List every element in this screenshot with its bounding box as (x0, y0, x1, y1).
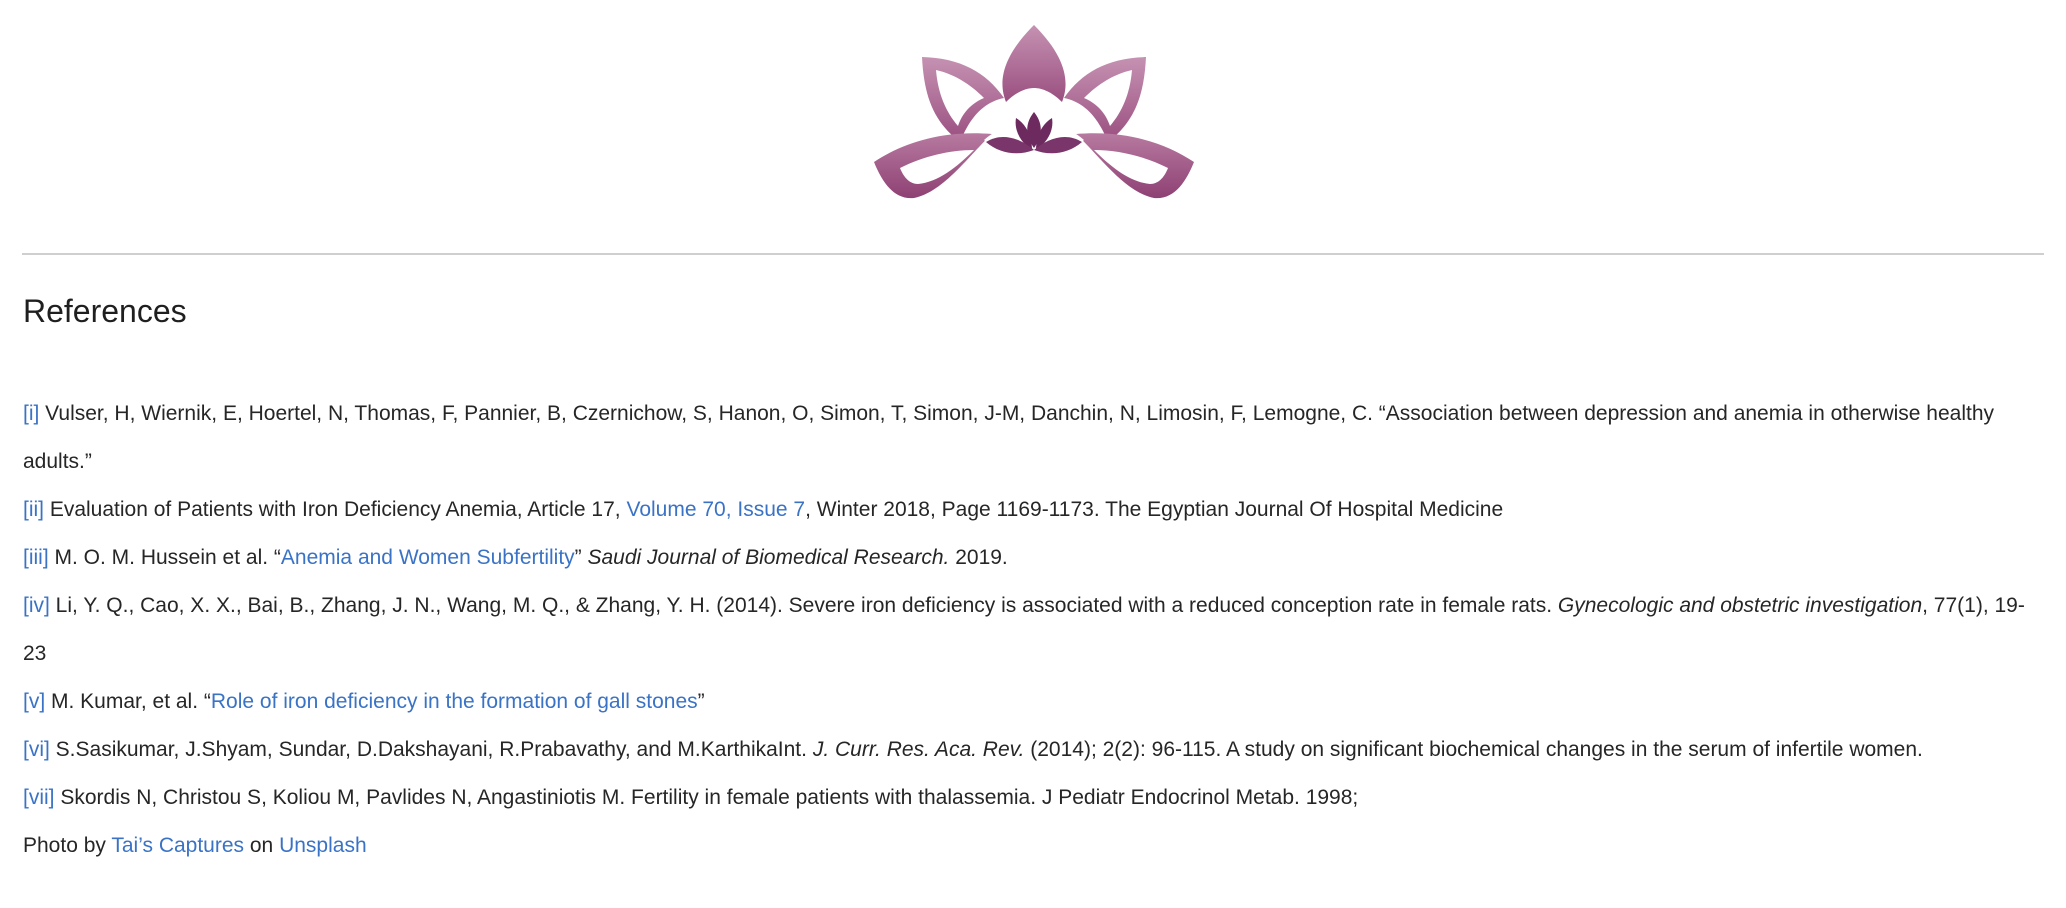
journal-name: Saudi Journal of Biomedical Research. (587, 546, 950, 569)
reference-marker-1[interactable]: [i] (23, 402, 40, 425)
reference-marker-4[interactable]: [iv] (23, 594, 50, 617)
reference-marker-3[interactable]: [iii] (23, 546, 49, 569)
reference-item-2 (23, 486, 2045, 534)
horizontal-divider (22, 253, 2044, 255)
reference-text: Li, Y. Q., Cao, X. X., Bai, B., Zhang, J. N., Wang, M. Q., & Zhang, Y. H. (2014). Severe iron deficiency is associated with a reduced conception rate in female rats. (49, 594, 1558, 617)
gall-stones-link[interactable]: Role of iron deficiency in the formation of gall stones (210, 690, 698, 713)
references-list (23, 390, 2045, 870)
reference-item-6 (23, 726, 2045, 774)
reference-item-3 (23, 534, 2045, 582)
reference-marker-2[interactable]: [ii] (23, 498, 44, 521)
reference-text: 2019. (949, 546, 1008, 569)
journal-name: J. Curr. Res. Aca. Rev. (812, 738, 1025, 761)
reference-text: , 77(1), 19-23 (23, 594, 2025, 665)
reference-text: Evaluation of Patients with Iron Deficiency Anemia, Article 17, (44, 498, 627, 521)
journal-name: Gynecologic and obstetric investigation (1557, 594, 1923, 617)
reference-text: Vulser, H, Wiernik, E, Hoertel, N, Thomas, F, Pannier, B, Czernichow, S, Hanon, O, Simon, T, Simon, J-M, Danchin, N, Limosin, F, Lemogne, C. “Association between depression and anemia in otherwise healthy adults.” (23, 402, 1995, 473)
unsplash-link[interactable]: Unsplash (279, 834, 367, 857)
reference-item-1 (23, 390, 2045, 486)
photo-credit (23, 822, 2045, 870)
lotus-logo (874, 22, 1194, 202)
reference-text: M. O. M. Hussein et al. “ (48, 546, 281, 569)
reference-text: ” (697, 690, 705, 713)
reference-item-7 (23, 774, 2045, 822)
reference-text: , Winter 2018, Page 1169-1173. The Egyptian Journal Of Hospital Medicine (805, 498, 1504, 521)
volume-issue-link[interactable]: Volume 70, Issue 7 (626, 498, 806, 521)
references-heading: References (23, 293, 187, 329)
reference-marker-5[interactable]: [v] (23, 690, 46, 713)
reference-text: Skordis N, Christou S, Koliou M, Pavlides N, Angastiniotis M. Fertility in female patients with thalassemia. J Pediatr Endocrinol Metab. 1998; (54, 786, 1359, 809)
reference-text: ” (574, 546, 588, 569)
anemia-subfertility-link[interactable]: Anemia and Women Subfertility (280, 546, 575, 569)
lotus-flower-icon (874, 22, 1194, 202)
reference-item-5 (23, 678, 2045, 726)
photographer-link[interactable]: Tai’s Captures (111, 834, 245, 857)
reference-item-4 (23, 582, 2045, 678)
reference-marker-7[interactable]: [vii] (23, 786, 55, 809)
reference-marker-6[interactable]: [vi] (23, 738, 50, 761)
reference-text: S.Sasikumar, J.Shyam, Sundar, D.Dakshayani, R.Prabavathy, and M.KarthikaInt. (49, 738, 813, 761)
reference-text: (2014); 2(2): 96-115. A study on significant biochemical changes in the serum of infertile women. (1024, 738, 1923, 761)
credit-text: on (244, 834, 280, 857)
credit-text: Photo by (23, 834, 112, 857)
reference-text: M. Kumar, et al. “ (45, 690, 211, 713)
